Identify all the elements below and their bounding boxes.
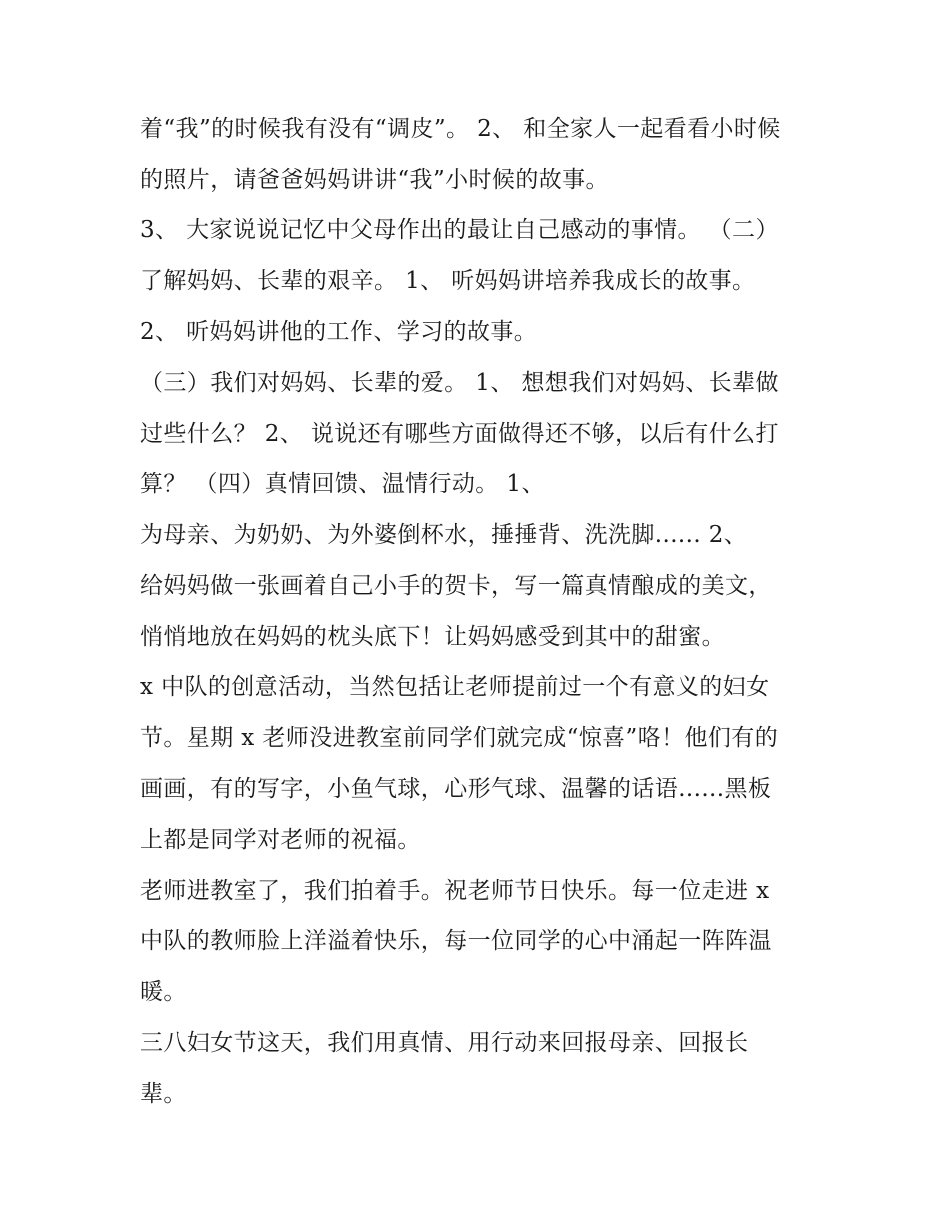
text-line: 了解妈妈、长辈的艰辛。 1、 听妈妈讲培养我成长的故事。 xyxy=(140,268,756,294)
text-line: 的照片，请爸爸妈妈讲讲“我”小时候的故事。 xyxy=(140,167,609,193)
text-line: 暖。 xyxy=(140,979,187,1005)
text-line: 老师进教室了，我们拍着手。祝老师节日快乐。每一位走进 x xyxy=(140,878,770,904)
text-line: 为母亲、为奶奶、为外婆倒杯水，捶捶背、洗洗脚...... 2、 xyxy=(140,522,748,548)
text-line: 中队的教师脸上洋溢着快乐，每一位同学的心中涌起一阵阵温 xyxy=(140,928,772,954)
text-line: 过些什么？ 2、 说说还有哪些方面做得还不够，以后有什么打 xyxy=(140,421,779,447)
text-line: 画画，有的写字，小鱼气球，心形气球、温馨的话语......黑板 xyxy=(140,776,772,802)
text-line: 2、 听妈妈讲他的工作、学习的故事。 xyxy=(140,319,538,345)
text-line: 辈。 xyxy=(140,1081,187,1107)
text-line: （三）我们对妈妈、长辈的爱。 1、 想想我们对妈妈、长辈做 xyxy=(140,370,779,396)
text-line: 上都是同学对老师的祝福。 xyxy=(140,827,421,853)
text-line: 悄悄地放在妈妈的枕头底下！让妈妈感受到其中的甜蜜。 xyxy=(140,624,725,650)
text-line: 算？ （四）真情回馈、温情行动。 1、 xyxy=(140,471,545,497)
text-line: 三八妇女节这天，我们用真情、用行动来回报母亲、回报长 xyxy=(140,1030,749,1056)
text-line: 3、 大家说说记忆中父母作出的最让自己感动的事情。 （二） xyxy=(140,217,779,243)
text-line: 着“我”的时候我有没有“调皮”。 2、 和全家人一起看看小时候 xyxy=(140,116,781,142)
text-line: 节。星期 x 老师没进教室前同学们就完成“惊喜”咯！他们有的 xyxy=(140,725,779,751)
text-line: 给妈妈做一张画着自己小手的贺卡，写一篇真情酿成的美文， xyxy=(140,573,772,599)
text-line: x 中队的创意活动，当然包括让老师提前过一个有意义的妇女 xyxy=(140,674,770,700)
